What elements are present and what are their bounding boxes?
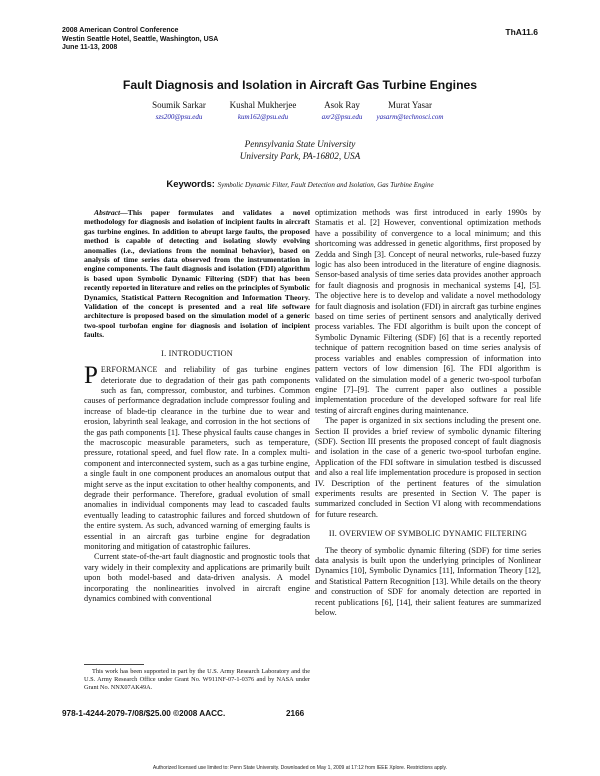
keywords-text: Symbolic Dynamic Filter, Fault Detection and Isolation, Gas Turbine Engine <box>217 181 434 189</box>
affiliation-institution: Pennsylvania State University <box>244 139 356 149</box>
affiliation <box>0 138 600 162</box>
author-email[interactable]: yasarm@technosci.com <box>376 113 444 121</box>
intro-first-word: ERFORMANCE <box>100 365 158 375</box>
author-email[interactable]: kum162@psu.edu <box>237 113 289 121</box>
author-email[interactable]: axr2@psu.edu <box>321 113 363 121</box>
conference-header <box>62 27 218 53</box>
isbn-copyright: 978-1-4244-2079-7/08/$25.00 ©2008 AACC. <box>62 709 226 718</box>
intro-text-1: and reliability of gas turbine engines deteriorate due to degradation of their gas path components such as fan, compressor, combustor, and turbines. Common causes of performance degradation include compressor fouling and increase of blade-tip clearance in the turbine due to wear and erosion, labyrinth seal leakage, and corrosion in the hot sections of the gas path components [1]. These physical faults cause changes in the macroscopic measurable parameters, such as temperature, pressure, rotational speed, and fuel flow rate. In a complex multi-component and interconnected system, such as a gas turbine engine, a single fault in one component produces an anomalous output that might serve as the input excitation to other healthy components, and degrade their performance. Therefore, gradual evolution of small anomalies in individual components may lead to cascaded faults eventually leading to catastrophic failures and forced shutdown of the entire system. As such, advanced warning of emerging faults is essential in an aircraft gas turbine engine for degradation monitoring and mitigation of catastrophic failures. <box>84 365 310 551</box>
author-name: Soumik Sarkar <box>152 100 206 110</box>
license-notice: Authorized licensed use limited to: Penn State University. Downloaded on May 1, 2009 at 17:12 from IEEE Xplore. Restrictions apply. <box>152 765 448 771</box>
abstract-text: —This paper formulates and validates a novel methodology for diagnosis and isolation of incipient faults in aircraft gas turbine engines. In addition to abrupt large faults, the proposed method is capable of detecting and isolating slowly evolving anomalies (i.e., deviations from the nominal behavior), based on analysis of time series data observed from the instrumentation in engine components. The fault diagnosis and isolation (FDI) algorithm is based upon Symbolic Dynamic Filtering (SDF) that has been recently reported in literature and relies on the principles of Symbolic Dynamics, Statistical Pattern Recognition and Information Theory. Validation of the concept is presented and a real life software architecture is proposed based on the simulation model of a generic two-spool turbofan engine for diagnosis and isolation of incipient faults. <box>84 208 310 340</box>
conference-dates: June 11-13, 2008 <box>62 44 118 52</box>
keywords-label: Keywords <box>166 179 212 190</box>
session-code: ThA11.6 <box>505 27 538 37</box>
right-paragraph-3: The theory of symbolic dynamic filtering (SDF) for time series data analysis is built upon the underlying principles of Nonlinear Dynamics [10], Symbolic Dynamics [11], Information Theory [12], and Statistical Pattern Recognition [13]. While details on the theory and construction of SDF for anomaly detection are reported in recent publications [6], [14], their salient features are summarized below. <box>315 545 541 618</box>
section-heading-overview <box>315 529 541 539</box>
paper-title: Fault Diagnosis and Isolation in Aircraft Gas Turbine Engines <box>122 78 478 92</box>
author-name: Kushal Mukherjee <box>229 100 297 110</box>
section-heading-introduction: I. INTRODUCTION <box>161 348 233 358</box>
section-number: II. <box>328 529 337 539</box>
conference-venue: Westin Seattle Hotel, Seattle, Washington, USA <box>62 35 219 43</box>
author-name: Asok Ray <box>324 100 360 110</box>
abstract-label: Abstract <box>94 208 121 217</box>
affiliation-address: University Park, PA-16802, USA <box>239 151 361 161</box>
funding-footnote: This work has been supported in part by the U.S. Army Research Laboratory and the U.S. Army Research Office under Grant No. W911NF-07-1-0376 and by NASA under Grant No. NNX07AK49A. <box>84 668 310 691</box>
section-title: OVERVIEW OF SYMBOLIC DYNAMIC FILTERING <box>339 529 528 539</box>
right-paragraph-1: optimization methods was first introduced in early 1990s by Stamatis et al. [2] However, conventional optimization methods have a possibility of convergence to a local minimum; and this shortcoming was addressed in genetic algorithms, first proposed by Zedda and Singh [3]. Concept of neural networks, rule-based fuzzy logic has also been introduced in the literature of engine diagnosis. Sensor-based analysis of time series data provides another approach for fault diagnosis and prognosis in mechanical systems [4], [5]. The objective here is to develop and validate a novel methodology for fault diagnosis and isolation (FDI) in aircraft gas turbine engines based on time series of pertinent sensors and analytically derived process variables. The FDI algorithm is built upon the concept of Symbolic Dynamic Filtering (SDF) [6] that is a recently reported technique of pattern recognition based on time series analysis of process variables and enables compression of information into pattern vectors of low dimension [6]. The FDI algorithm is validated on the simulation model of a generic two-spool turbofan engine [7]–[9]. The current paper also outlines a possible implementation procedure of the developed software for real life testing of aircraft engines during maintenance. <box>315 208 541 415</box>
drop-cap: P <box>84 362 98 390</box>
footnote-rule <box>84 664 144 665</box>
left-column <box>84 208 310 604</box>
keywords: Keywords: Symbolic Dynamic Filter, Fault Detection and Isolation, Gas Turbine Engine <box>166 179 434 190</box>
author-email[interactable]: szs200@psu.edu <box>155 113 203 121</box>
intro-paragraph-2: Current state-of-the-art fault diagnostic and prognostic tools that vary widely in their complexity and applications are primarily built upon both model-based and data-driven analysis. A model incorporating the nonlinearities involved in aircraft engine dynamics combined with conventional <box>84 552 310 604</box>
author-list <box>0 100 600 130</box>
conference-name: 2008 American Control Conference <box>62 27 179 34</box>
right-paragraph-2: The paper is organized in six sections including the present one. Section II provides a brief review of symbolic dynamic filtering (SDF). Section III presents the proposed concept of fault diagnosis and isolation in the case of a generic two-spool turbofan engine. Application of the FDI software in simulation testbed is discussed and also a real life implementation procedure is proposed in section IV. Description of the pertinent features of the simulation experiments results are presented in Section V. The paper is summarized concluded in Section VI along with recommendations for future research. <box>315 416 541 519</box>
abstract <box>84 208 310 340</box>
page-number: 2166 <box>286 709 305 718</box>
right-column <box>315 208 541 618</box>
author-4 <box>355 100 465 121</box>
author-name: Murat Yasar <box>388 100 432 110</box>
intro-paragraph-1 <box>84 362 310 552</box>
